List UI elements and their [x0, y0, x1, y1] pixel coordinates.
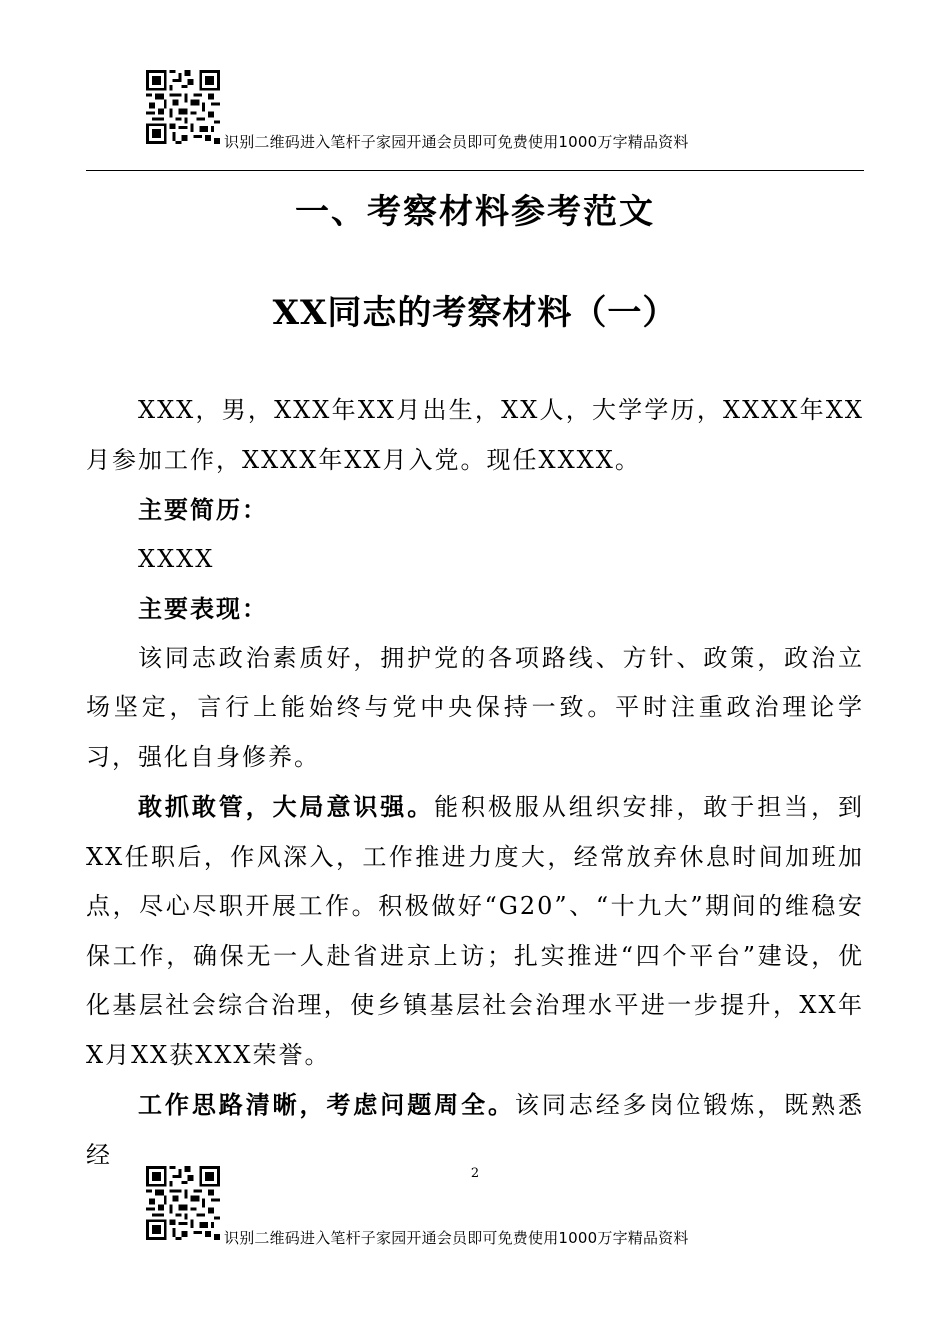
- document-subtitle: XX同志的考察材料（一）: [272, 293, 678, 333]
- paragraph-text: 该同志经多岗位锻炼，既熟悉经: [86, 1091, 864, 1169]
- header-notice: 识别二维码进入笔杆子家园开通会员即可免费使用1000万字精品资料: [224, 133, 689, 151]
- resume-heading: 主要简历：: [138, 495, 268, 524]
- page-title: 一、考察材料参考范文: [295, 192, 655, 232]
- document-body: [86, 386, 864, 1180]
- resume-value: XXXX: [138, 544, 215, 573]
- paragraph-text: 能积极服从组织安排，敢于担当，到XX任职后，作风深入，工作推进力度大，经常放弃休息时间加班加点，尽心尽职开展工作。积极做好“G20”、“十九大”期间的维稳安保工作，确保无一人赴省进京上访；扎实推进“四个平台”建设，优化基层社会综合治理，使乡镇基层社会治理水平进一步提升，XX年X月XX获XXX荣誉。: [86, 793, 865, 1069]
- performance-heading: 主要表现：: [138, 594, 268, 623]
- section-paragraph-1: [86, 782, 864, 1080]
- section-paragraph-2: [86, 1080, 864, 1180]
- paragraph-lead: 工作思路清晰，考虑问题周全。: [138, 1090, 515, 1119]
- paragraph-lead: 敢抓敢管，大局意识强。: [138, 792, 435, 821]
- qr-code-icon[interactable]: [146, 1166, 220, 1240]
- intro-paragraph: XXX，男，XXX年XX月出生，XX人，大学学历，XXXX年XX月参加工作，XXXX年XX月入党。现任XXXX。: [86, 396, 864, 474]
- qr-code-icon[interactable]: [146, 70, 220, 144]
- header-divider: [86, 170, 864, 171]
- footer-notice: 识别二维码进入笔杆子家园开通会员即可免费使用1000万字精品资料: [224, 1229, 689, 1247]
- political-paragraph: 该同志政治素质好，拥护党的各项路线、方针、政策，政治立场坚定，言行上能始终与党中央保持一致。平时注重政治理论学习，强化自身修养。: [86, 643, 864, 771]
- page-number: 2: [470, 1166, 480, 1181]
